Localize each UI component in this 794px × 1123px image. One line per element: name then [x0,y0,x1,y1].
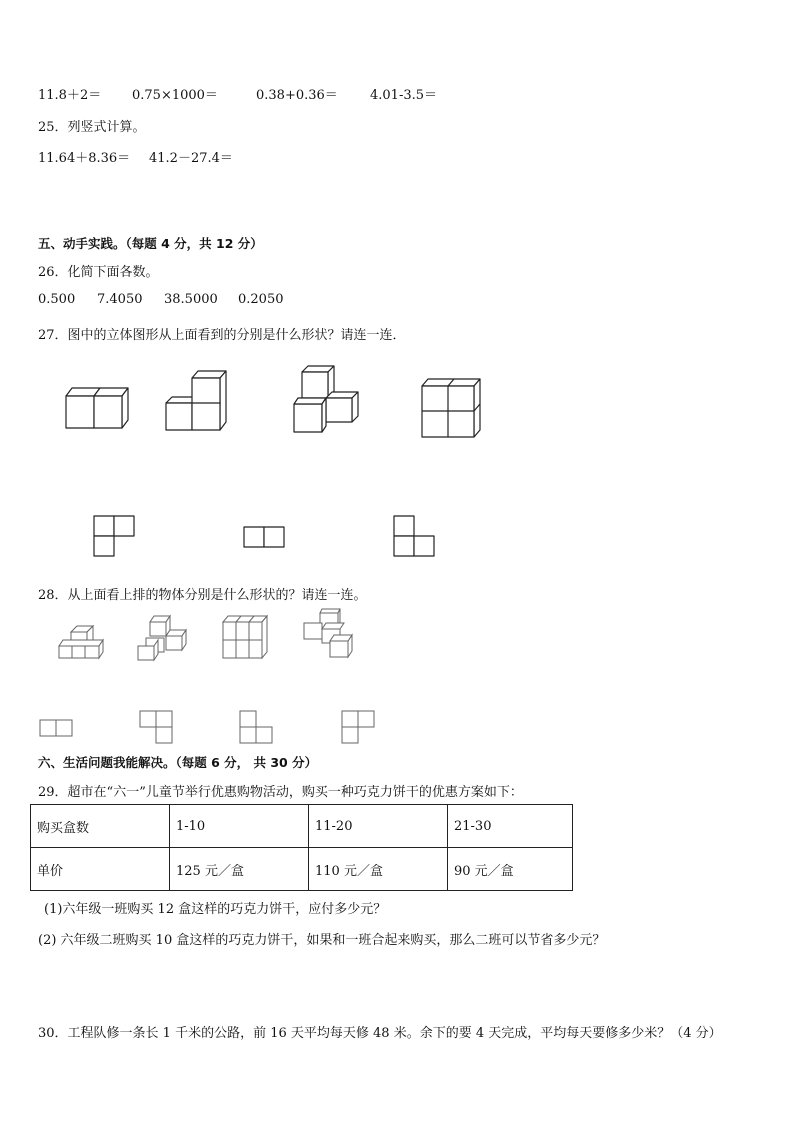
calc-item-2: 0.75×1000＝ [132,88,218,103]
q27-top-view-3 [394,516,436,558]
table-cell: 购买盒数 [31,805,170,848]
q27-solid-2 [162,368,232,434]
q26-number-4: 0.2050 [238,292,284,307]
table-cell: 21-30 [448,805,573,848]
q27-solid-1 [60,382,130,432]
q28-object-4 [300,607,354,661]
q29-sub1: (1)六年级一班购买 12 盒这样的巧克力饼干，应付多少元？ [44,902,387,917]
table-cell: 110 元／盒 [309,848,448,891]
q26-number-3: 38.5000 [164,292,218,307]
table-cell: 单价 [31,848,170,891]
q28-object-3 [220,614,270,660]
q28-top-view-2 [140,711,176,747]
table-cell: 11-20 [309,805,448,848]
q28-object-2 [136,612,190,662]
q27-top-view-2 [244,527,286,549]
q25-item-2: 41.2－27.4＝ [149,151,233,166]
table-row [31,848,573,891]
q27-prompt: 27．图中的立体图形从上面看到的分别是什么形状？请连一连． [38,328,406,343]
q29-prompt: 29．超市在“六一”儿童节举行优惠购物活动，购买一种巧克力饼干的优惠方案如下： [38,785,523,800]
table-cell: 1-10 [170,805,309,848]
q25-item-1: 11.64＋8.36＝ [38,151,131,166]
table-cell: 125 元／盒 [170,848,309,891]
calc-item-3: 0.38+0.36＝ [256,88,338,103]
section6-title: 六、生活问题我能解决。（每题 6 分， 共 30 分） [38,755,318,770]
q25-prompt: 25．列竖式计算。 [38,120,146,135]
q26-prompt: 26．化简下面各数。 [38,265,159,280]
table-cell: 90 元／盒 [448,848,573,891]
q28-top-view-4 [342,711,378,747]
q28-top-view-3 [240,711,276,747]
q28-object-1 [57,624,105,660]
q29-sub2: (2) 六年级二班购买 10 盒这样的巧克力饼干，如果和一班合起来购买，那么二班可以节省多少元？ [38,933,606,948]
price-table [30,804,573,891]
calc-item-4: 4.01-3.5＝ [370,88,438,103]
q26-number-1: 0.500 [38,292,76,307]
q27-top-view-1 [94,516,136,558]
q30-prompt: 30．工程队修一条长 1 千米的公路，前 16 天平均每天修 48 米。余下的要 4 天完成，平均每天要修多少米？（4 分） [38,1026,722,1041]
table-row [31,805,573,848]
q27-solid-4 [418,376,486,440]
q28-prompt: 28．从上面看上排的物体分别是什么形状的？请连一连。 [38,588,367,603]
q28-top-view-1 [40,720,76,738]
q26-number-2: 7.4050 [97,292,143,307]
section5-title: 五、动手实践。（每题 4 分，共 12 分） [38,236,263,251]
q27-solid-3 [290,364,370,436]
calc-item-1: 11.8＋2＝ [38,88,102,103]
